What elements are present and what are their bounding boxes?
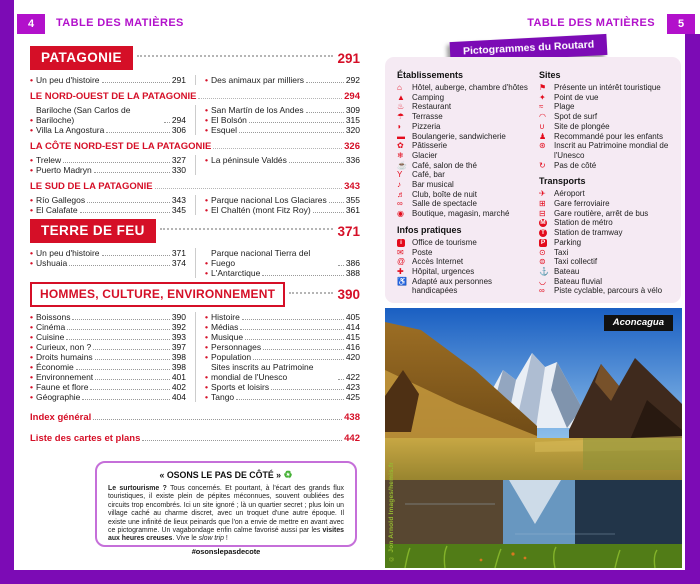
toc-item: • Parque nacional Los Glaciares 355: [205, 195, 360, 205]
toc-item: • Parque nacional Tierra del Fuego 386: [205, 248, 360, 268]
group-title-transports: Transports: [539, 176, 586, 187]
toc-item: • Un peu d'histoire 291: [30, 75, 186, 85]
toc-item: • Personnages 416: [205, 342, 360, 352]
callout-title: « OSONS LE PAS DE CÔTÉ » ♻: [159, 470, 293, 481]
pictogram-column-left: [397, 70, 531, 303]
pictogram-row: M Station de métro: [540, 218, 613, 228]
dotted-leader: [289, 292, 333, 294]
pictogram-row: ♨ Restaurant: [397, 102, 452, 112]
page-number-right: 5: [667, 14, 695, 34]
pictogram-row: ☕ Café, salon de thé: [397, 160, 477, 170]
bottom-purple-bar: [0, 570, 700, 584]
aconcagua-photo: [385, 308, 682, 568]
salle-de-spectacle-icon: ∞: [397, 199, 403, 209]
gare-routiere-icon: ⊟: [539, 208, 546, 218]
pictogram-row: ⊜ Taxi collectif: [539, 257, 598, 267]
toc-item: • Puerto Madryn 330: [30, 165, 186, 175]
osons-le-pas-de-cote-callout: [95, 461, 357, 556]
bullet: •: [30, 75, 33, 85]
pictogram-row: T Station de tramway: [541, 228, 623, 238]
index-row: Liste des cartes et plans 442: [30, 433, 360, 444]
toc-item: • Trelew 327: [30, 155, 186, 165]
pictogram-row: ⊛ Inscrit au Patrimoine mondial de l'Unesco: [539, 141, 669, 160]
pictogram-row: P Parking: [540, 237, 582, 247]
cafe-bar-icon: Υ: [397, 170, 403, 180]
section-items: [30, 105, 360, 135]
toc-item: • Esquel 320: [205, 125, 360, 135]
section-header-hommes-culture: [30, 282, 360, 307]
pictogram-row: ◠ Spot de surf: [539, 112, 598, 122]
point-de-vue-icon: ✦: [539, 92, 546, 102]
interet-touristique-icon: ⚑: [539, 83, 547, 92]
section-page: 390: [337, 287, 360, 302]
pictogram-row: ∞ Piste cyclable, parcours à vélo: [539, 286, 663, 296]
toc-item: • Population 420: [205, 352, 360, 362]
piste-cyclable-icon: ∞: [539, 286, 545, 296]
group-title-etablissements: Établissements: [397, 70, 464, 80]
recommande-enfants-icon: ♟: [539, 131, 547, 141]
pas-de-cote-icon: ↻: [539, 160, 546, 170]
pictogram-row: i Office de tourisme: [397, 238, 531, 248]
toc-item: • Cuisine 393: [30, 332, 186, 342]
page-number-left: 4: [17, 14, 45, 34]
toc-item: • L'Antarctique 388: [205, 268, 360, 278]
toc-item: • El Chaltén (mont Fitz Roy) 361: [205, 205, 360, 215]
toc-item: • La péninsule Valdés 336: [205, 155, 360, 165]
pictogram-row: ✉ Poste: [397, 247, 433, 257]
subsection-header-sud: LE SUD DE LA PATAGONIE 343: [30, 181, 360, 192]
bateau-fluvial-icon: ◡: [539, 276, 546, 286]
pictogram-row: ❄ Glacier: [397, 150, 438, 160]
pictogram-row: ◡ Bateau fluvial: [539, 276, 603, 286]
cafe-salon-de-the-icon: ☕: [397, 160, 407, 170]
toc-item: • El Bolsón 315: [205, 115, 360, 125]
station-metro-icon: M: [540, 219, 546, 227]
running-head-left: TABLE DES MATIÈRES: [56, 17, 184, 29]
pictogram-row: ✿ Pâtisserie: [397, 141, 448, 151]
site-de-plongee-icon: ∪: [539, 121, 545, 131]
station-tramway-icon: T: [539, 229, 547, 237]
section-title: TERRE DE FEU: [30, 219, 156, 243]
club-boite-de-nuit-icon: ♬: [397, 189, 405, 199]
toc-item: • Droits humains 398: [30, 352, 186, 362]
table-of-contents: [30, 42, 360, 444]
pictogram-row: ✈ Aéroport: [539, 189, 585, 199]
terrasse-icon: ☂: [397, 112, 405, 122]
section-header-patagonie: [30, 46, 360, 70]
camping-icon: ▲: [397, 92, 405, 102]
office-de-tourisme-icon: i: [397, 239, 405, 247]
section-items: [30, 75, 360, 85]
pictogram-row: ▬ Boulangerie, sandwicherie: [397, 131, 506, 141]
pictogram-row: ◗ Pizzeria: [397, 121, 441, 131]
section-items: [30, 312, 360, 402]
bateau-icon: ⚓: [539, 266, 549, 276]
section-items: [30, 248, 360, 278]
toc-item: • Villa La Angostura 306: [30, 125, 186, 135]
toc-item: • Cinéma 392: [30, 322, 186, 332]
pictogram-row: ♬ Club, boîte de nuit: [397, 189, 477, 199]
right-purple-bar: [685, 34, 700, 570]
pictogram-row: ◉ Boutique, magasin, marché: [397, 209, 510, 219]
toc-item: • Histoire 405: [205, 312, 360, 322]
toc-item: • Géographie 404: [30, 392, 186, 402]
pictogram-row: ⊙ Taxi: [539, 247, 569, 257]
toc-item: • Sites inscrits au Patrimoine mondial de l'Unesco 422: [205, 362, 360, 382]
toc-item: • Boissons 390: [30, 312, 186, 322]
toc-item: • El Calafate 345: [30, 205, 186, 215]
pictogram-row: ⚓ Bateau: [539, 266, 580, 276]
hotel-icon: ⌂: [397, 83, 402, 92]
toc-item: • Río Gallegos 343: [30, 195, 186, 205]
section-title: PATAGONIE: [30, 46, 133, 70]
toc-item: • Musique 415: [205, 332, 360, 342]
toc-item: • San Martín de los Andes 309: [205, 105, 360, 115]
pictogrammes-banner: Pictogrammes du Routard: [450, 34, 608, 63]
pictogram-row: ∪ Site de plongée: [539, 121, 610, 131]
boutique-icon: ◉: [397, 209, 404, 219]
landscape-illustration: [385, 308, 682, 568]
toc-item: • Des animaux par milliers 292: [205, 75, 360, 85]
acces-internet-icon: @: [397, 257, 406, 267]
section-header-terre-de-feu: [30, 219, 360, 243]
toc-item: • Sports et loisirs 423: [205, 382, 360, 392]
pictogram-row: ⊟ Gare routière, arrêt de bus: [539, 208, 649, 218]
toc-item: • Tango 425: [205, 392, 360, 402]
group-title-sites: Sites: [539, 70, 561, 80]
toc-item: • Médias 414: [205, 322, 360, 332]
bullet: •: [205, 75, 208, 85]
plage-icon: ≈: [539, 102, 544, 112]
handicap-icon: ♿: [397, 276, 407, 286]
pictogram-row: ☂ Terrasse: [397, 112, 443, 122]
restaurant-icon: ♨: [397, 102, 405, 112]
pictogram-row: Υ Café, bar: [397, 170, 445, 180]
pictogram-row: ⌂ Hôtel, auberge, chambre d'hôtes: [397, 83, 528, 92]
taxi-collectif-icon: ⊜: [539, 257, 546, 267]
index-row: Index général 438: [30, 412, 360, 423]
parking-icon: P: [540, 238, 546, 246]
gare-ferroviaire-icon: ⊞: [539, 199, 546, 209]
photo-credit: © Jon Arnold Images/hemis.fr: [388, 462, 395, 562]
aeroport-icon: ✈: [539, 189, 546, 199]
group-title-infos-pratiques: Infos pratiques: [397, 224, 462, 235]
subsection-header-nord-ouest: LE NORD-OUEST DE LA PATAGONIE 294: [30, 91, 360, 102]
bar-musical-icon: ♪: [397, 180, 401, 190]
pizzeria-icon: ◗: [397, 121, 402, 131]
section-title: HOMMES, CULTURE, ENVIRONNEMENT: [30, 282, 285, 307]
section-page: 371: [337, 223, 360, 239]
pictogram-row: ≈ Plage: [539, 102, 575, 112]
toc-item: • Bariloche (San Carlos de Bariloche) 294: [30, 105, 186, 125]
section-page: 291: [337, 50, 360, 66]
pictogram-row: ⊞ Gare ferroviaire: [539, 199, 610, 209]
callout-hashtag: #osonslepasdecote: [191, 546, 261, 556]
recycle-icon: ♻: [283, 470, 293, 481]
left-purple-bar: [0, 0, 14, 572]
toc-item: • Faune et flore 402: [30, 382, 186, 392]
pictogram-row: ♟ Recommandé pour les enfants: [539, 131, 663, 141]
toc-item: • Un peu d'histoire 371: [30, 248, 186, 258]
dotted-leader: [160, 228, 334, 230]
taxi-icon: ⊙: [539, 247, 546, 257]
pictogram-row: ♿ Adapté aux personnes handicapées: [397, 276, 493, 296]
photo-caption: Aconcagua: [604, 315, 673, 331]
pictogram-row: ♪ Bar musical: [397, 180, 454, 190]
toc-item: • Curieux, non ? 397: [30, 342, 186, 352]
patrimoine-unesco-icon: ⊛: [539, 141, 546, 151]
toc-item: • Environnement 401: [30, 372, 186, 382]
pictogram-row: ▲ Camping: [397, 92, 445, 102]
toc-item: • Ushuaia 374: [30, 258, 186, 268]
toc-item: • Économie 398: [30, 362, 186, 372]
pictogram-panel: [385, 57, 681, 303]
pictogram-row: ⚑ Présente un intérêt touristique: [539, 83, 661, 92]
section-items: [30, 155, 360, 175]
pictogram-row: ∞ Salle de spectacle: [397, 199, 477, 209]
boulangerie-icon: ▬: [397, 131, 405, 141]
pictogram-row: ↻ Pas de côté: [539, 160, 597, 170]
patisserie-icon: ✿: [397, 141, 404, 151]
subsection-header-cote-nord-est: LA CÔTE NORD-EST DE LA PATAGONIE 326: [30, 141, 360, 152]
dotted-leader: [137, 55, 334, 57]
section-items: [30, 195, 360, 215]
pictogram-row: ✚ Hôpital, urgences: [397, 266, 475, 276]
hopital-icon: ✚: [397, 266, 404, 276]
spot-de-surf-icon: ◠: [539, 112, 546, 122]
callout-body: Le surtourisme ? Tous concernés. Et pourtant, à l'écart des grands flux touristiques, il existe plein de pépites méconnues, souvent oubliées des circuits trop encombrés. Ici un site ignoré ; là un quartier secret ; plus loin un village caché au charme discret, avec un troquet d'une autre époque. Il existe une infinité de lieux peinards que l'on a envie de mettre en avant avec ce pictogramme. Un vagabondage enfin calme favorisé aussi par les visites aux heures creuses. Vive le slow trip !: [108, 485, 344, 543]
glacier-icon: ❄: [397, 150, 404, 160]
pictogram-row: @ Accès Internet: [397, 257, 464, 267]
running-head-right: TABLE DES MATIÈRES: [527, 17, 655, 29]
pictogram-column-right: [539, 70, 673, 303]
pictogram-row: ✦ Point de vue: [539, 92, 599, 102]
poste-icon: ✉: [397, 247, 404, 257]
